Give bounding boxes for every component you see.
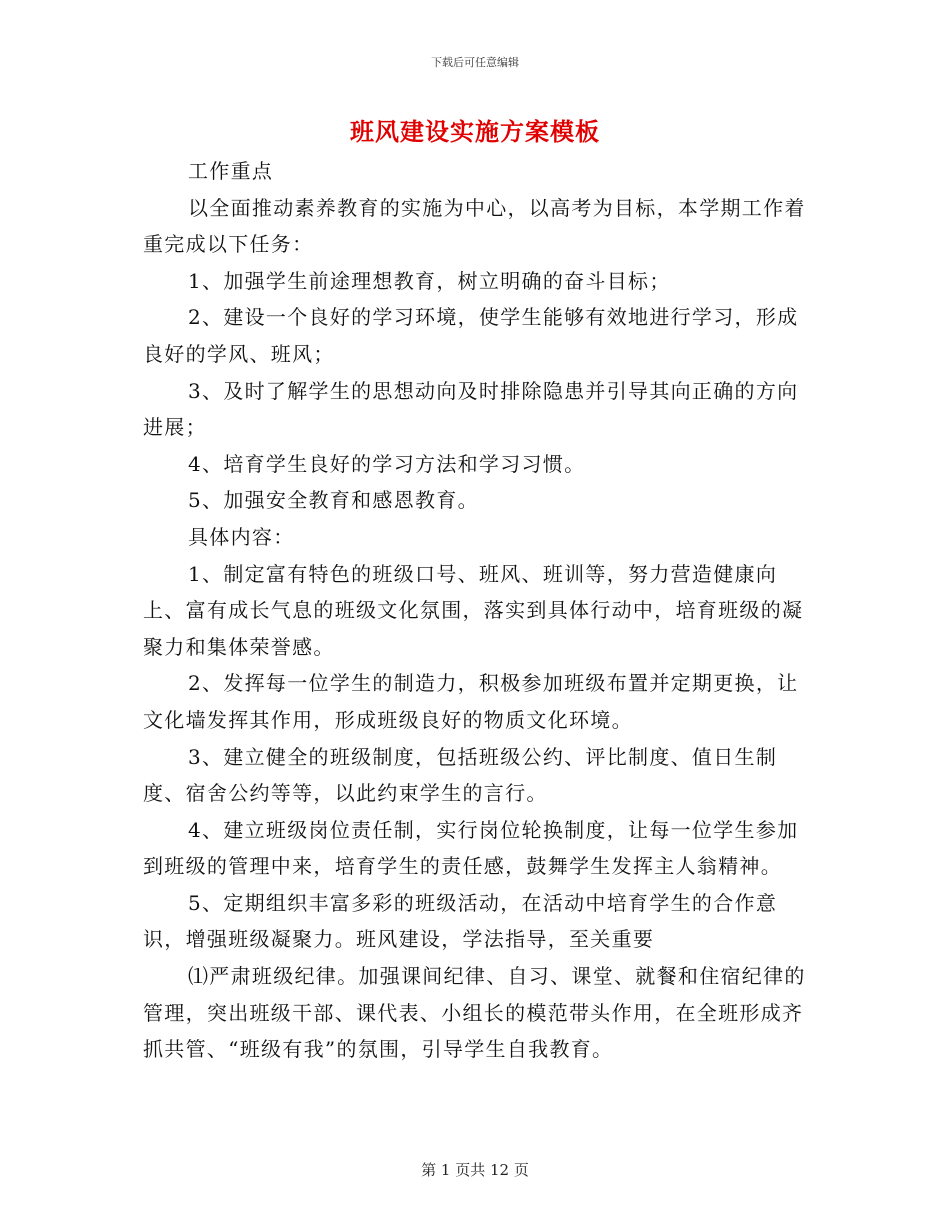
document-title: 班风建设实施方案模板 (350, 117, 600, 146)
paragraph-content-3: 3、建立健全的班级制度，包括班级公约、评比制度、值日生制度、宿舍公约等等，以此约束学生的言行。 (143, 744, 778, 806)
paragraph-intro: 以全面推动素养教育的实施为中心，以高考为目标，本学期工作着重完成以下任务： (143, 195, 806, 257)
paragraph-section-heading-content: 具体内容： (188, 524, 295, 549)
header-note: 下载后可任意编辑 (431, 56, 519, 69)
document-body (143, 153, 808, 1068)
paragraph-content-5: 5、定期组织丰富多彩的班级活动，在活动中培育学生的合作意识，增强班级凝聚力。班风建设，学法指导，至关重要 (143, 890, 778, 952)
paragraph-content-4: 4、建立班级岗位责任制，实行岗位轮换制度，让每一位学生参加到班级的管理中来，培育学生的责任感，鼓舞学生发挥主人翁精神。 (143, 817, 799, 879)
paragraph-section-heading-focus: 工作重点 (188, 159, 274, 183)
paragraph-content-2: 2、发挥每一位学生的制造力，积极参加班级布置并定期更换，让文化墙发挥其作用，形成班级良好的物质文化环境。 (143, 671, 799, 732)
paragraph-task-1: 1、加强学生前途理想教育，树立明确的奋斗目标； (188, 268, 671, 293)
paragraph-task-3: 3、及时了解学生的思想动向及时排除隐患并引导其向正确的方向进展； (143, 378, 799, 440)
paragraph-task-2: 2、建设一个良好的学习环境，使学生能够有效地进行学习，形成良好的学风、班风； (143, 305, 799, 366)
paragraph-task-4: 4、培育学生良好的学习方法和学习习惯。 (188, 451, 586, 476)
page-footer: 第 1 页共 12 页 (421, 1161, 529, 1179)
paragraph-discipline: ⑴严肃班级纪律。加强课间纪律、自习、课堂、就餐和住宿纪律的管理，突出班级干部、课代表、小组长的模范带头作用，在全班形成齐抓共管、“班级有我”的氛围，引导学生自我教育。 (143, 964, 806, 1062)
paragraph-task-5: 5、加强安全教育和感恩教育。 (188, 488, 479, 513)
paragraph-content-1: 1、制定富有特色的班级口号、班风、班训等，努力营造健康向上、富有成长气息的班级文化氛围，落实到具体行动中，培育班级的凝聚力和集体荣誉感。 (143, 561, 804, 659)
